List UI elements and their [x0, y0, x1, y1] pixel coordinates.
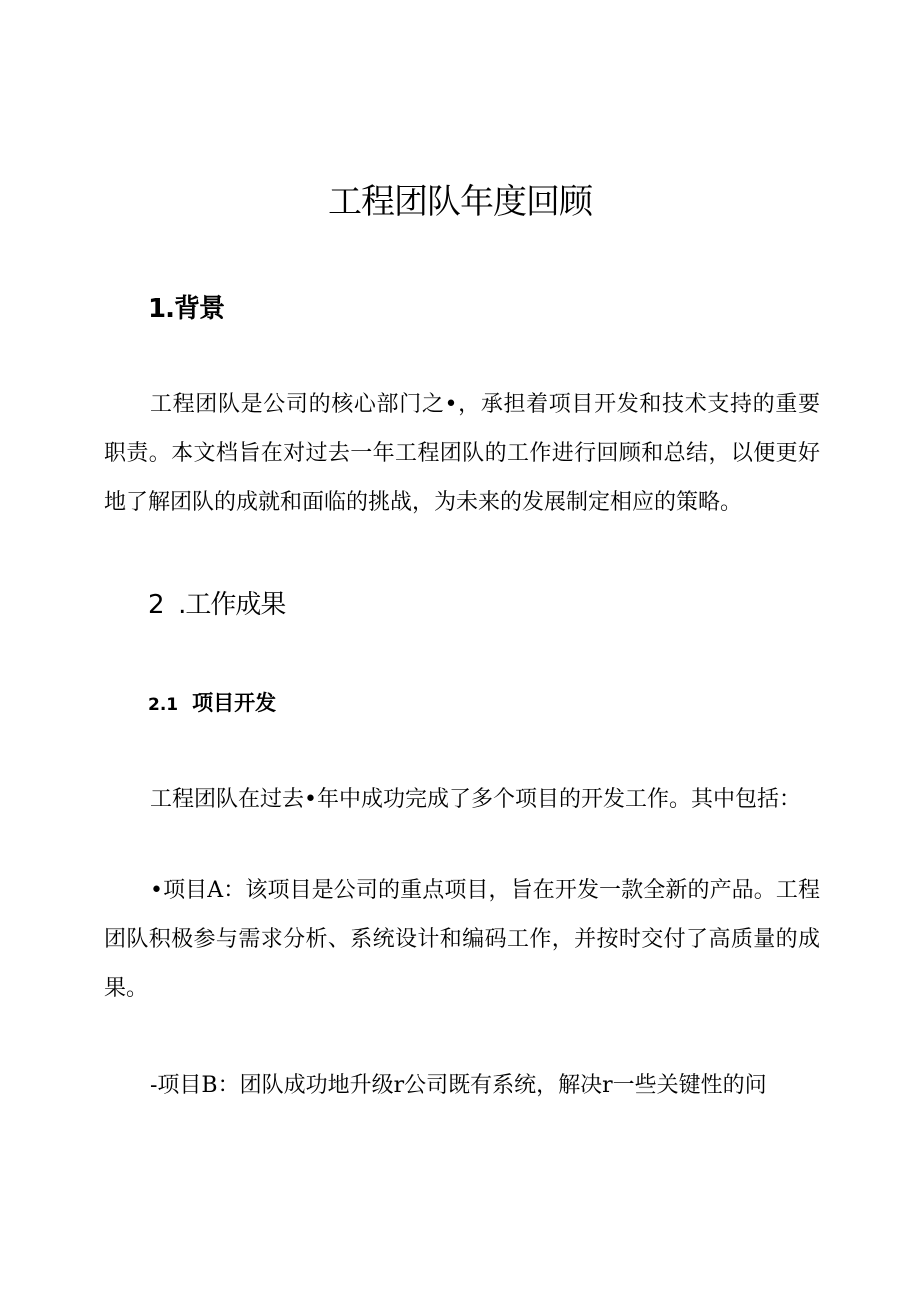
- subsection-number: 2.1: [148, 695, 179, 715]
- project-b-paragraph: -项目B：团队成功地升级r公司既有系统，解决r一些关键性的问: [150, 1073, 767, 1098]
- document-title: 工程团队年度回顾: [328, 182, 592, 222]
- section-heading-background: 1.背景: [148, 294, 224, 324]
- background-paragraph: 工程团队是公司的核心部门之•，承担着项目开发和技术支持的重要职责。本文档旨在对过去一年工程团队的工作进行回顾和总结，以便更好地了解团队的成就和面临的挑战，为未来的发展制定相应的策略。: [104, 392, 820, 515]
- section-heading-results: 2 .工作成果: [148, 590, 286, 620]
- project-development-intro-paragraph: 工程团队在过去•年中成功完成了多个项目的开发工作。其中包括：: [150, 787, 801, 812]
- subsection-heading-project-development: [148, 688, 276, 720]
- project-a-paragraph: •项目A：该项目是公司的重点项目，旨在开发一款全新的产品。工程团队积极参与需求分析、系统设计和编码工作，并按时交付了高质量的成果。: [104, 878, 820, 1001]
- subsection-title: 项目开发: [192, 691, 277, 715]
